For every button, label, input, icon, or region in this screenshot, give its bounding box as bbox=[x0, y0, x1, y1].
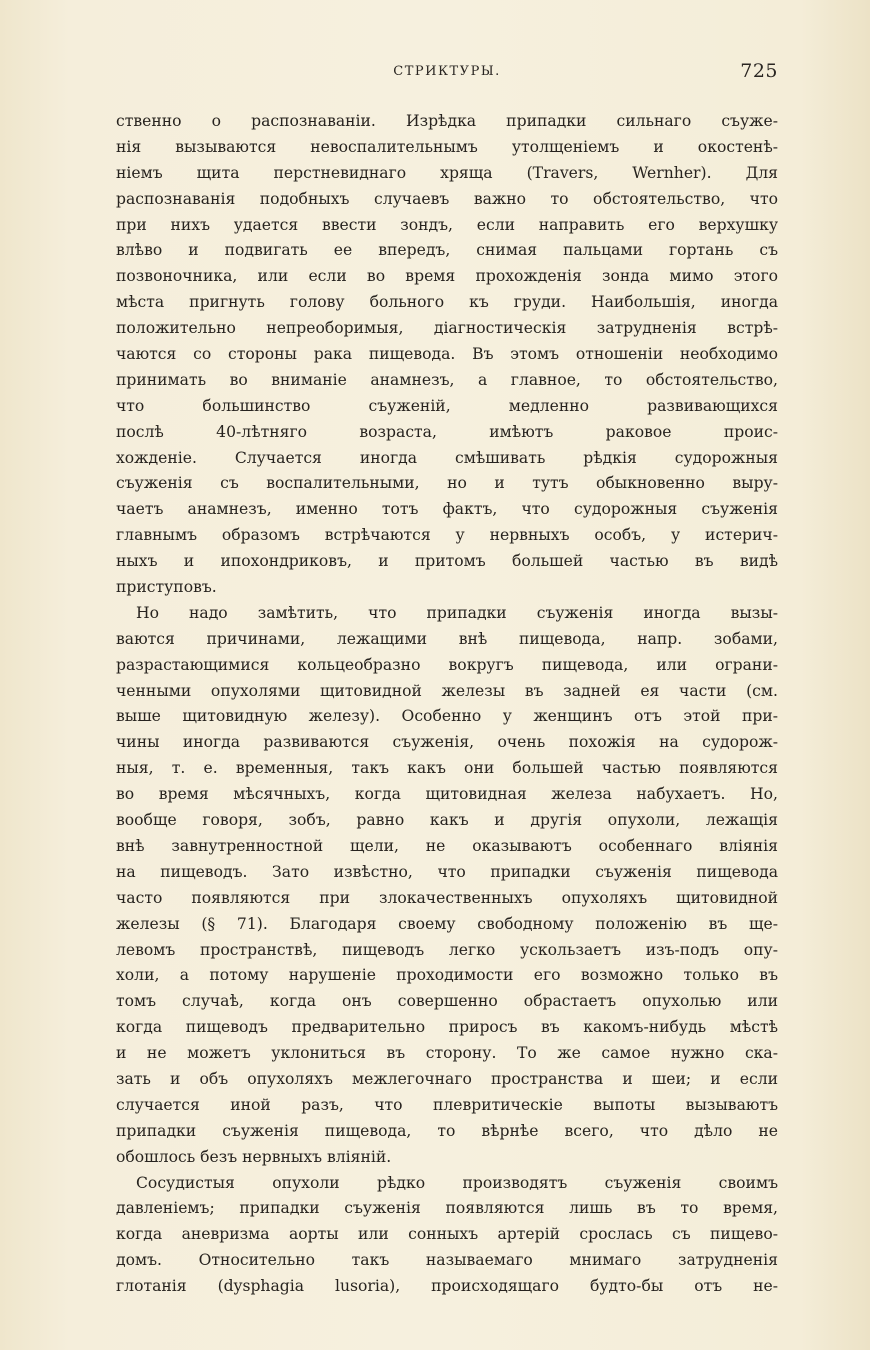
text-line: левомъ пространствѣ, пищеводъ легко ускользаетъ изъ-подъ опу- bbox=[116, 940, 778, 959]
text-line: съуженія съ воспалительными, но и тутъ обыкновенно выру- bbox=[116, 474, 778, 493]
text-line: Но надо замѣтить, что припадки съуженія иногда вызы- bbox=[136, 603, 778, 622]
text-line: зать и объ опухоляхъ межлегочнаго пространства и шеи; и если bbox=[116, 1069, 778, 1088]
text-line: ніемъ щита перстневиднаго хряща (Travers, Wernher). Для bbox=[116, 163, 778, 182]
text-line: давленіемъ; припадки съуженія появляются лишь въ то время, bbox=[116, 1199, 778, 1218]
text-line: выше щитовидную железу). Особенно у женщинъ отъ этой при- bbox=[116, 707, 778, 726]
body-text bbox=[116, 109, 778, 1300]
text-line: мѣста пригнуть голову больного къ груди. Наибольшія, иногда bbox=[116, 293, 778, 312]
text-line: послѣ 40-лѣтняго возраста, имѣютъ раковое проис- bbox=[116, 422, 778, 441]
text-line: что большинство съуженій, медленно развивающихся bbox=[116, 396, 778, 415]
text-line: чаются со стороны рака пищевода. Въ этомъ отношеніи необходимо bbox=[116, 345, 778, 364]
text-line: глотанія (dysphagia lusoria), происходящаго будто-бы отъ не- bbox=[116, 1277, 778, 1296]
text-line: внѣ завнутренностной щели, не оказываютъ особеннаго вліянія bbox=[116, 836, 778, 855]
text-line: приступовъ. bbox=[116, 578, 217, 597]
text-line: случается иной разъ, что плевритическіе выпоты вызываютъ bbox=[116, 1095, 778, 1114]
text-line: ваются причинами, лежащими внѣ пищевода, напр. зобами, bbox=[116, 629, 778, 648]
text-line: домъ. Относительно такъ называемаго мнимаго затрудненія bbox=[116, 1251, 778, 1270]
text-line: холи, а потому нарушеніе проходимости его возможно только въ bbox=[116, 966, 778, 985]
text-line: часто появляются при злокачественныхъ опухоляхъ щитовидной bbox=[116, 888, 778, 907]
text-line: хожденіе. Случается иногда смѣшивать рѣдкія судорожныя bbox=[116, 448, 778, 467]
text-line: вообще говоря, зобъ, равно какъ и другія опухоли, лежащія bbox=[116, 811, 778, 830]
text-line: Сосудистыя опухоли рѣдко производятъ съуженія своимъ bbox=[136, 1173, 778, 1192]
text-line: главнымъ образомъ встрѣчаются у нервныхъ особъ, у истерич- bbox=[116, 526, 778, 545]
text-line: и не можетъ уклониться въ сторону. То же самое нужно ска- bbox=[116, 1044, 778, 1063]
text-line: на пищеводъ. Зато извѣстно, что припадки съуженія пищевода bbox=[116, 862, 778, 881]
text-line: обошлось безъ нервныхъ вліяній. bbox=[116, 1147, 392, 1166]
text-line: железы (§ 71). Благодаря своему свободному положенію въ ще- bbox=[116, 914, 778, 933]
text-line: ныя, т. е. временныя, такъ какъ они большей частью появляются bbox=[116, 759, 778, 778]
text-line: ныхъ и ипохондриковъ, и притомъ большей частью въ видѣ bbox=[116, 552, 778, 571]
page-header bbox=[116, 60, 778, 88]
text-line: распознаванія подобныхъ случаевъ важно то обстоятельство, что bbox=[116, 189, 778, 208]
text-line: позвоночника, или если во время прохожденія зонда мимо этого bbox=[116, 267, 778, 286]
text-line: во время мѣсячныхъ, когда щитовидная железа набухаетъ. Но, bbox=[116, 785, 778, 804]
text-line: принимать во вниманіе анамнезъ, а главное, то обстоятельство, bbox=[116, 370, 778, 389]
text-line: ченными опухолями щитовидной железы въ задней ея части (см. bbox=[116, 681, 778, 700]
text-line: чаетъ анамнезъ, именно тотъ фактъ, что судорожныя съуженія bbox=[116, 500, 778, 519]
text-line: чины иногда развиваются съуженія, очень похожія на судорож- bbox=[116, 733, 778, 752]
running-head: СТРИКТУРЫ. bbox=[393, 64, 501, 79]
text-line: когда аневризма аорты или сонныхъ артерій срослась съ пищево- bbox=[116, 1225, 778, 1244]
text-line: при нихъ удается ввести зондъ, если направить его верхушку bbox=[116, 215, 778, 234]
text-line: влѣво и подвигать ее впередъ, снимая пальцами гортань съ bbox=[116, 241, 778, 260]
text-line: когда пищеводъ предварительно приросъ въ какомъ-нибудь мѣстѣ bbox=[116, 1018, 778, 1037]
text-line: разрастающимися кольцеобразно вокругъ пищевода, или ограни- bbox=[116, 655, 778, 674]
text-line: томъ случаѣ, когда онъ совершенно обрастаетъ опухолью или bbox=[116, 992, 778, 1011]
text-line: нія вызываются невоспалительнымъ утолщеніемъ и окостенѣ- bbox=[116, 137, 778, 156]
page-number: 725 bbox=[740, 60, 778, 82]
text-line: припадки съуженія пищевода, то вѣрнѣе всего, что дѣло не bbox=[116, 1121, 778, 1140]
text-line: ственно о распознаваніи. Изрѣдка припадки сильнаго съуже- bbox=[116, 112, 778, 130]
text-line: положительно непреоборимыя, діагностическія затрудненія встрѣ- bbox=[116, 319, 778, 338]
